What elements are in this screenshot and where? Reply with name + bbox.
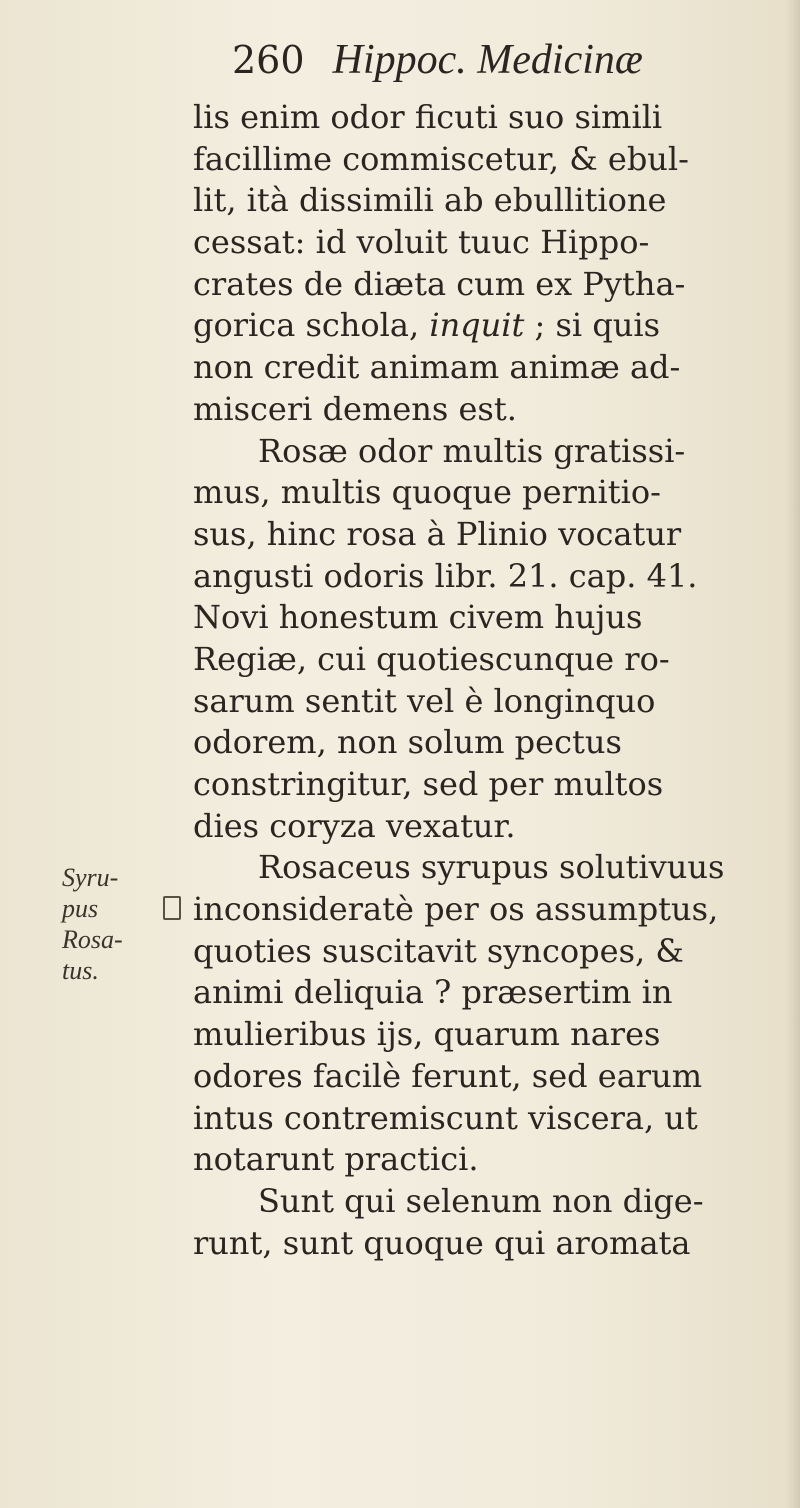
text-line: Novi honestum civem hujus [193, 598, 643, 637]
text-line: cessat: id voluit tuuc Hippo- [193, 223, 650, 262]
text-line: angusti odoris libr. 21. cap. 41. [193, 556, 698, 595]
text-line [193, 305, 783, 347]
text-line: Rosaceus syrupus solutivuus [258, 848, 725, 887]
page-edge-shadow [786, 0, 800, 1508]
text-line: facillime commiscetur, & ebul- [193, 139, 689, 178]
italic-word: inquit [429, 306, 525, 345]
text-line: non credit animam animæ ad- [193, 348, 681, 387]
margin-note-line: Rosa- [62, 925, 123, 954]
text-line: crates de diæta cum ex Pytha- [193, 264, 686, 303]
text-line: lit, ità dissimili ab ebullitione [193, 181, 667, 220]
body-text [193, 97, 783, 1264]
text-line: quoties suscitavit syncopes, & [193, 931, 684, 970]
text-line: Rosæ odor multis gratissi- [258, 431, 686, 470]
printer-ornament-icon [163, 896, 181, 920]
text-line: sarum sentit vel è longinquo [193, 681, 656, 720]
text-line: Regiæ, cui quotiescunque ro- [193, 639, 670, 678]
text-line: lis enim odor ficuti suo simili [193, 98, 663, 136]
margin-note-line: tus. [62, 956, 99, 985]
text-line: constringitur, sed per multos [193, 765, 664, 803]
text-line: notarunt practici. [193, 1140, 479, 1179]
margin-note-line: pus [62, 894, 99, 923]
text-segment: ; si quis [524, 306, 661, 345]
text-segment: gorica schola, [193, 306, 430, 345]
text-line: inconsideratè per os assumptus, [193, 890, 719, 929]
text-line: mulieribus ijs, quarum nares [193, 1015, 661, 1054]
text-line: misceri demens est. [193, 389, 517, 428]
text-line: odorem, non solum pectus [193, 723, 622, 762]
text-line: dies coryza vexatur. [193, 806, 516, 845]
text-line: animi deliquia ? præsertim in [193, 973, 673, 1012]
margin-note [62, 862, 142, 986]
text-line: odores facilè ferunt, sed earum [193, 1056, 703, 1095]
page-header [232, 38, 643, 82]
text-line: mus, multis quoque pernitio- [193, 473, 661, 512]
text-line: runt, sunt quoque qui aromata [193, 1223, 691, 1262]
running-title: Hippoc. Medicinæ [332, 37, 643, 83]
margin-note-line: Syru- [62, 863, 119, 892]
page-number: 260 [232, 38, 305, 82]
text-line: sus, hinc rosa à Plinio vocatur [193, 514, 682, 553]
text-line: Sunt qui selenum non dige- [258, 1181, 704, 1220]
text-line: intus contremiscunt viscera, ut [193, 1098, 698, 1137]
